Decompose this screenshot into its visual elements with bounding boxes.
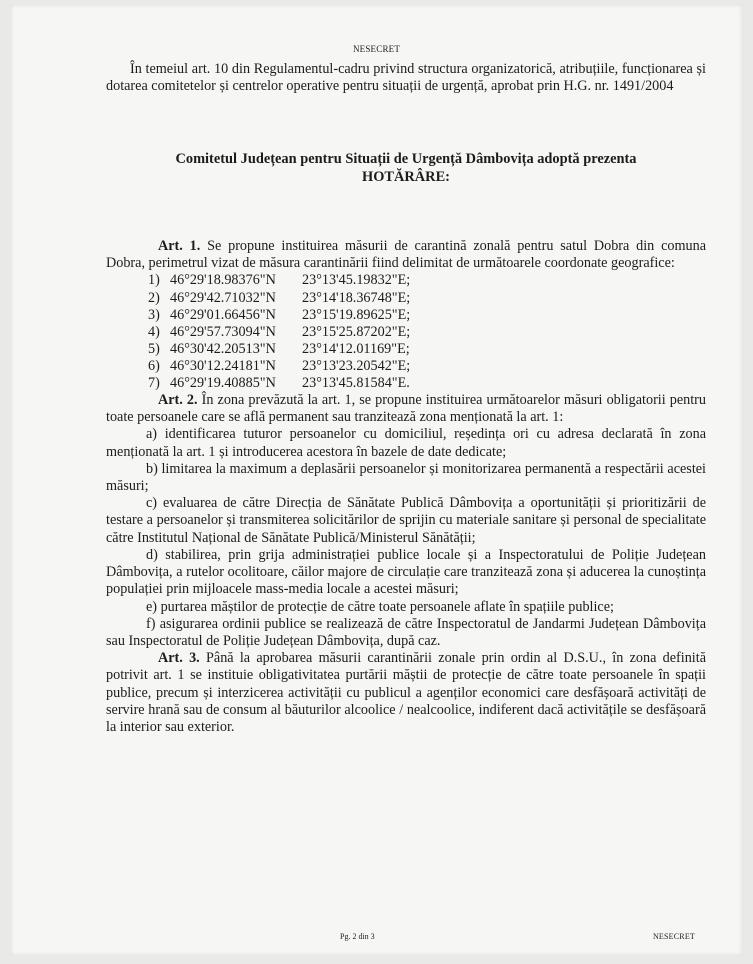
coordinate-item: 7) 46°29'19.40885"N 23°13'45.81584"E. <box>148 374 410 391</box>
header-classification: NESECRET <box>352 44 401 54</box>
article-2-item-a: a) identificarea tuturor persoanelor cu domiciliul, reședința ori cu adresa declarată în zona menționată la art. 1 și introducerea acestora în bazele de date dedicate; <box>106 426 706 460</box>
article-1-text: Se propune instituirea măsurii de carantină zonală pentru satul Dobra din comuna Dobra, perimetrul vizat de măsura carantinării fiind delimitat de următoarele coordonate geografice: <box>106 238 706 272</box>
article-2-label: Art. 2. <box>158 392 198 409</box>
article-3-text: Până la aprobarea măsurii carantinării zonale prin ordin al D.S.U., în zona definită potrivit art. 1 se instituie obligativitatea purtării măștii de protecție de către toate persoanele în spații publice, precum și interzicerea activității cu publicul a agenților economici care desfășoară activități de servire hrană sau de consum al băuturilor alcoolice / nealcoolice, indiferent dacă activitățile se desfășoară la interior sau exterior. <box>106 650 706 735</box>
article-2 <box>106 392 706 426</box>
coordinate-item: 6) 46°30'12.24181"N 23°13'23.20542"E; <box>148 357 411 374</box>
coordinate-item: 4) 46°29'57.73094"N 23°15'25.87202"E; <box>148 323 411 340</box>
coordinate-item: 3) 46°29'01.66456"N 23°15'19.89625"E; <box>148 306 411 323</box>
footer-classification: NESECRET <box>652 932 695 941</box>
articles <box>106 238 706 736</box>
article-2-item-b: b) limitarea la maximum a deplasării persoanelor și monitorizarea permanentă a respectării acestei măsuri; <box>106 460 706 495</box>
decision-heading <box>106 150 706 186</box>
article-2-item-f: f) asigurarea ordinii publice se realizează de către Inspectoratul de Jandarmi Județean Dâmbovița sau Inspectoratul de Poliție Județean Dâmbovița, după caz. <box>106 615 706 649</box>
article-3 <box>106 650 706 736</box>
heading-line-2: HOTĂRÂRE: <box>362 169 450 185</box>
document-page <box>10 4 743 956</box>
heading-line-1: Comitetul Județean pentru Situații de Urgență Dâmbovița adoptă prezenta <box>175 151 637 167</box>
article-1 <box>106 238 706 272</box>
article-2-item-c: c) evaluarea de către Direcția de Sănătate Publică Dâmbovița a oportunității și prioritizării de testare a persoanelor și transmiterea solicitărilor de sprijin cu materiale sanitare și personal de specialitate către Institutul Național de Sănătate Publică/Ministerul Sănătății; <box>106 495 706 546</box>
intro-paragraph: În temeiul art. 10 din Regulamentul-cadru privind structura organizatorică, atribuțiile, funcționarea și dotarea comitetelor și centrelor operative pentru situații de urgență, aprobat prin H.G. nr. 1491/2004 <box>106 61 706 95</box>
article-2-item-e: e) purtarea măștilor de protecție de către toate persoanele aflate în spațiile publice; <box>146 598 614 615</box>
article-1-label: Art. 1. <box>158 238 201 254</box>
page-number: Pg. 2 din 3 <box>340 932 375 941</box>
article-2-text: În zona prevăzută la art. 1, se propune instituirea următoarelor măsuri obligatorii pentru toate persoanele care se află permanent sau tranzitează zona menționată la art. 1: <box>106 392 707 426</box>
coordinate-item: 2) 46°29'42.71032"N 23°14'18.36748"E; <box>148 289 411 306</box>
coordinate-item: 5) 46°30'42.20513"N 23°14'12.01169"E; <box>148 340 410 357</box>
article-2-item-d: d) stabilirea, prin grija administrației publice locale și a Inspectoratului de Poliție Județean Dâmbovița, a rutelor ocolitoare, căilor majore de circulație care tranzitează zona și aducerea la cunoștința populației prin mijloacele mass-media locale a acestei măsuri; <box>106 546 706 598</box>
article-3-label: Art. 3. <box>158 650 200 667</box>
coordinates-list <box>106 272 706 392</box>
coordinate-item: 1) 46°29'18.98376"N 23°13'45.19832"E; <box>148 272 411 289</box>
